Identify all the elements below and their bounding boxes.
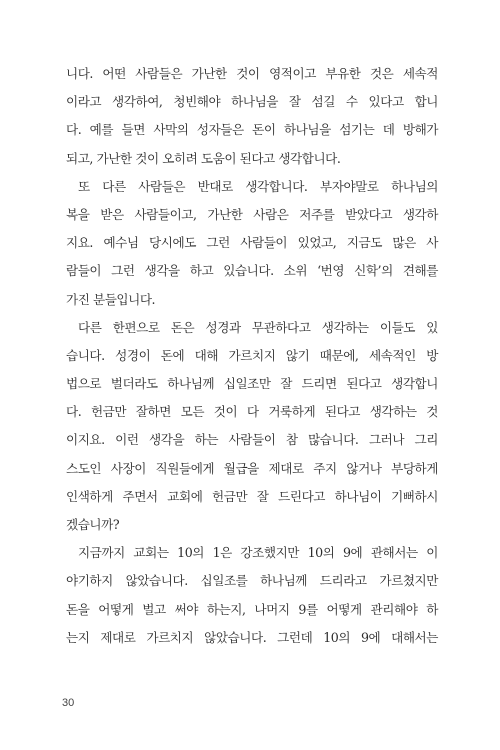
- text-line: 니다. 어떤 사람들은 가난한 것이 영적이고 부유한 것은 세속적: [66, 66, 438, 81]
- text-line: 인색하게 주면서 교회에 헌금만 잘 드린다고 하나님이 기뻐하시: [66, 488, 438, 504]
- page-body: [66, 60, 438, 652]
- text-line: 습니다. 성경이 돈에 대해 가르치지 않기 때문에, 세속적인 방: [66, 347, 438, 363]
- text-line: 람들이 그런 생각을 하고 있습니다. 소위 ‘번영 신학’의 견해를: [66, 263, 438, 279]
- text-line: 이지요. 이런 생각을 하는 사람들이 참 많습니다. 그러나 그리: [66, 432, 438, 448]
- text-line: 는지 제대로 가르치지 않았습니다. 그런데 10의 9에 대해서는: [66, 629, 438, 645]
- text-line: 다. 예를 들면 사막의 성자들은 돈이 하나님을 섬기는 데 방해가: [66, 122, 438, 138]
- page-number: 30: [62, 697, 75, 709]
- text-line: 지요. 예수님 당시에도 그런 사람들이 있었고, 지금도 많은 사: [66, 235, 438, 251]
- text-line: 이라고 생각하여, 청빈해야 하나님을 잘 섬길 수 있다고 합니: [66, 94, 438, 110]
- text-line: 되고, 가난한 것이 오히려 도움이 된다고 생각합니다.: [66, 150, 341, 166]
- text-line: 겠습니까?: [66, 517, 120, 532]
- text-line: 다른 한편으로 돈은 성경과 무관하다고 생각하는 이들도 있: [78, 319, 438, 335]
- text-line: 지금까지 교회는 10의 1은 강조했지만 10의 9에 관해서는 이: [78, 545, 438, 561]
- text-line: 야기하지 않았습니다. 십일조를 하나님께 드리라고 가르쳤지만: [66, 573, 438, 589]
- text-line: 법으로 벌더라도 하나님께 십일조만 잘 드리면 된다고 생각합니: [66, 376, 438, 392]
- text-line: 복을 받은 사람들이고, 가난한 사람은 저주를 받았다고 생각하: [66, 206, 438, 222]
- text-line: 돈을 어떻게 벌고 써야 하는지, 나머지 9를 어떻게 관리해야 하: [66, 601, 438, 617]
- text-line: 스도인 사장이 직원들에게 월급을 제대로 주지 않거나 부당하게: [66, 460, 438, 476]
- text-line: 또 다른 사람들은 반대로 생각합니다. 부자야말로 하나님의: [78, 178, 438, 194]
- text-line: 다. 헌금만 잘하면 모든 것이 다 거룩하게 된다고 생각하는 것: [66, 404, 438, 420]
- text-line: 가진 분들입니다.: [66, 291, 156, 307]
